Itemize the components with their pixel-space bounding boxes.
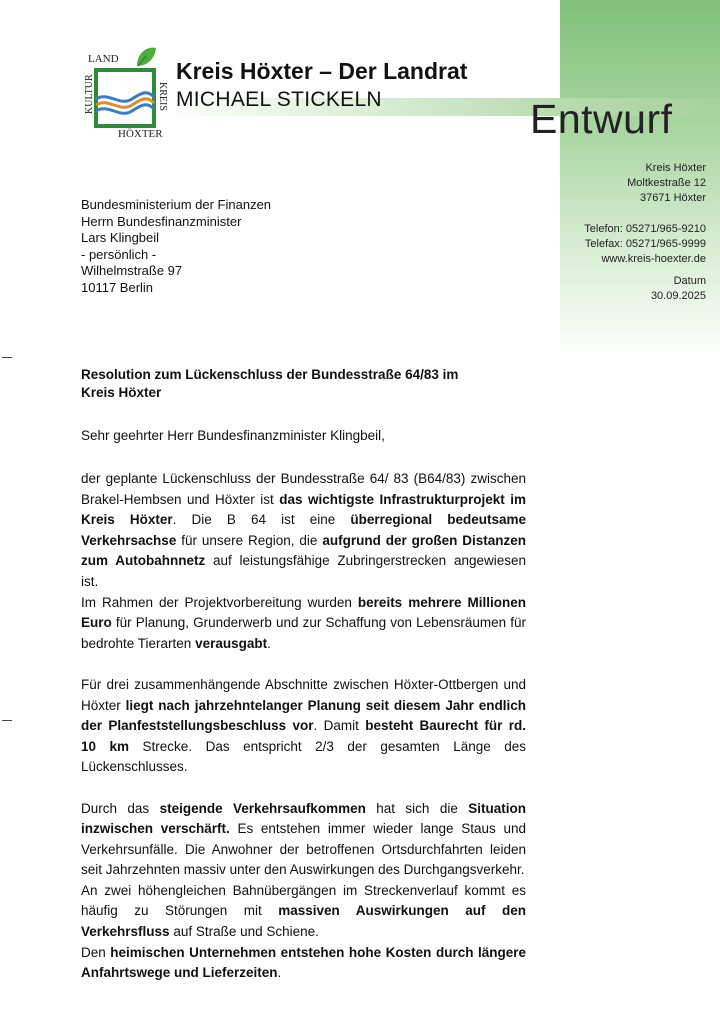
sender-fax: Telefax: 05271/965-9999 [584, 238, 706, 250]
body-text: Durch das [81, 800, 160, 816]
body-text: An zwei höhengleichen Bahnübergängen im Streckenverlauf kommt es häufig zu Störungen mit [81, 882, 526, 919]
recipient-line: Herrn Bundesfinanzminister [81, 213, 242, 229]
recipient-address [81, 197, 271, 296]
body-text: für unsere Region, die [176, 532, 323, 548]
letterhead-title: Kreis Höxter – Der Landrat [176, 58, 468, 84]
recipient-line: 10117 Berlin [81, 279, 154, 295]
body-text: Strecke. Das entspricht 2/3 der gesamten Länge des Lückenschlusses. [81, 738, 527, 775]
emphasized-text: massiven Auswirkungen auf den Verkehrsfluss [81, 903, 526, 940]
sender-website-link[interactable]: www.kreis-hoexter.de [601, 253, 706, 265]
letter-body [81, 469, 526, 984]
emphasized-text: das wichtigste Infrastrukturprojekt im Kreis Höxter [81, 491, 526, 528]
emphasized-text: besteht Baurecht für rd. 10 km [81, 718, 526, 754]
sender-name: Kreis Höxter [645, 162, 706, 174]
body-text: Es entstehen immer wieder lange Staus und Verkehrsunfälle. Die Anwohner der betroffenen Ortsdurchfahrten leiden seit Jahrzehnten massiv unter den Auswirkungen des Durchgangsverkehr. [81, 821, 526, 878]
recipient-line: - persönlich - [81, 246, 157, 262]
emphasized-text: überregional bedeutsame Verkehrsachse [81, 512, 526, 548]
emphasized-text: Situation inzwischen verschärft. [81, 800, 526, 837]
body-paragraph [81, 469, 526, 593]
body-text: Den [81, 944, 111, 960]
fold-mark [2, 720, 12, 721]
body-paragraph [81, 881, 526, 943]
body-text: Im Rahmen der Projektvorbereitung wurden [81, 594, 358, 610]
sender-contact [584, 222, 706, 267]
emphasized-text: steigende Verkehrsaufkommen [159, 800, 366, 816]
emphasized-text: liegt nach jahrzehntelanger Planung seit diesem Jahr endlich der Planfeststellungsbeschluss vor [81, 697, 526, 734]
body-paragraph [81, 943, 526, 984]
body-text: auf leistungsfähige Zubringerstrecken angewiesen ist. [81, 553, 526, 589]
letterhead-subtitle: MICHAEL STICKELN [176, 88, 382, 111]
body-text: . Damit [313, 718, 366, 734]
emphasized-text: aufgrund der großen Distanzen zum Autobahnnetz [81, 532, 526, 569]
body-text: auf Straße und Schiene. [169, 924, 319, 940]
body-paragraph [81, 675, 526, 778]
sender-address [627, 161, 706, 206]
body-text: . [277, 965, 282, 981]
recipient-line: Bundesministerium der Finanzen [81, 197, 272, 212]
emphasized-text: verausgabt [195, 635, 268, 651]
body-paragraph [81, 593, 526, 655]
letter-date-block [651, 274, 706, 304]
body-text: für Planung, Grunderwerb und zur Schaffung von Lebensräumen für bedrohte Tierarten [81, 615, 526, 651]
logo-text-bottom: HÖXTER [118, 128, 163, 140]
kreis-logo-graphic [82, 44, 172, 140]
fold-mark [2, 357, 12, 358]
body-text: der geplante Lückenschluss der Bundesstraße 64/ 83 (B64/83) zwischen Brakel-Hembsen und Höxter ist [81, 471, 526, 507]
body-text: Für drei zusammenhängende Abschnitte zwischen Höxter-Ottbergen und Höxter [81, 676, 526, 713]
body-text: . Die B 64 ist eine [172, 512, 351, 528]
kreis-logo [82, 44, 172, 140]
recipient-line: Wilhelmstraße 97 [81, 263, 183, 278]
letter-subject: Resolution zum Lückenschluss der Bundesstraße 64/83 im Kreis Höxter [81, 367, 459, 400]
body-text: . [267, 635, 271, 651]
recipient-line: Lars Klingbeil [81, 230, 160, 245]
body-paragraph [81, 799, 526, 881]
letter-salutation: Sehr geehrter Herr Bundesfinanzminister Klingbeil, [81, 428, 385, 443]
draft-stamp: Entwurf [530, 96, 673, 142]
logo-text-left: KULTUR [84, 74, 95, 114]
sender-city: 37671 Höxter [639, 192, 706, 204]
body-text: hat sich die [365, 800, 469, 816]
sender-street: Moltkestraße 12 [627, 177, 706, 189]
emphasized-text: heimischen Unternehmen entstehen hohe Kosten durch längere Anfahrtswege und Lieferzeiten [81, 944, 526, 981]
sender-phone: Telefon: 05271/965-9210 [584, 223, 706, 235]
date-value: 30.09.2025 [650, 290, 706, 302]
logo-text-right: KREIS [157, 82, 168, 111]
emphasized-text: bereits mehrere Millionen Euro [81, 594, 526, 631]
logo-text-top: LAND [88, 53, 119, 65]
date-label: Datum [673, 275, 706, 287]
